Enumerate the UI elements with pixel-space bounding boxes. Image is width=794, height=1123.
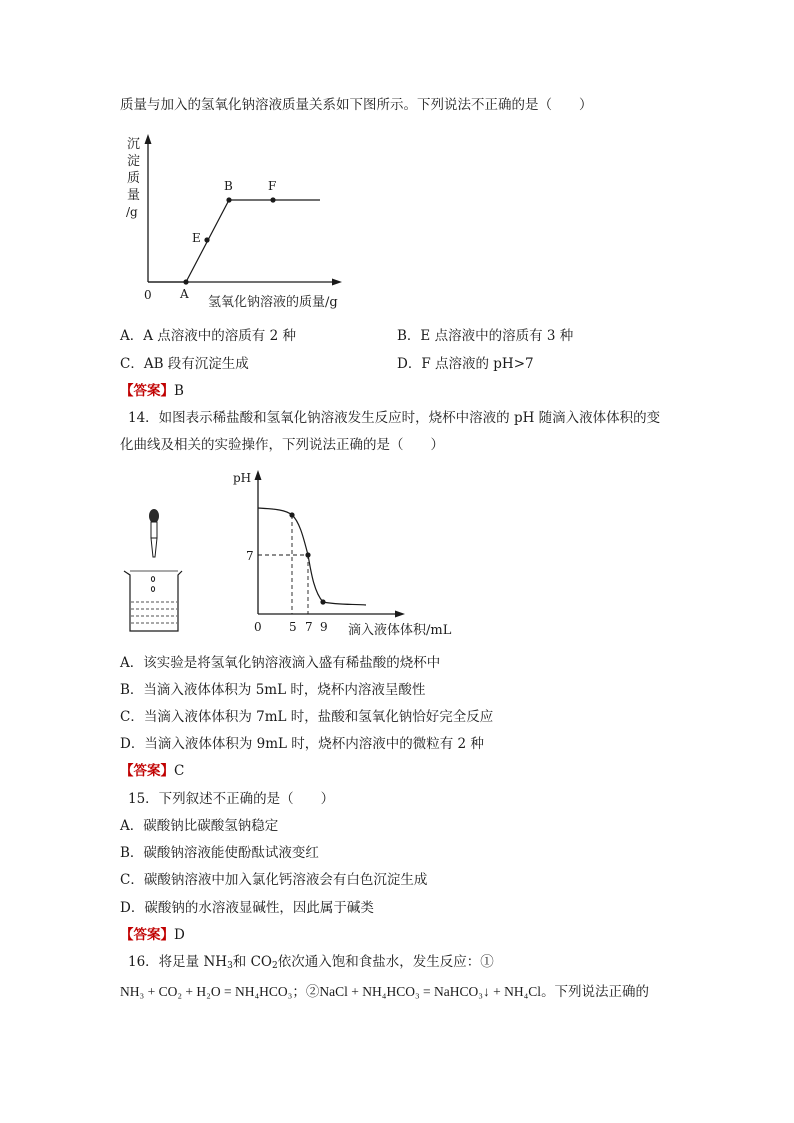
y-label-char-1: 沉	[127, 137, 141, 152]
origin-label: 0	[144, 288, 152, 302]
q13-option-a: A．A 点溶液中的溶质有 2 种	[120, 328, 296, 344]
q16-sub-3: 3	[227, 961, 233, 971]
y-label-char-5: /g	[126, 205, 138, 219]
q16-sub-2: 2	[272, 961, 278, 971]
x-tick-7: 7	[305, 620, 313, 634]
point-9ml	[320, 599, 325, 604]
q13-option-b: B．E 点溶液中的溶质有 3 种	[397, 328, 574, 344]
label-b: B	[224, 179, 233, 193]
point-b	[226, 197, 231, 202]
x-tick-9: 9	[320, 620, 328, 634]
q14-stem-line-2: 化曲线及相关的实验操作，下列说法正确的是（ ）	[120, 437, 444, 453]
x-tick-5: 5	[289, 620, 297, 634]
q15-stem: 15．下列叙述不正确的是（ ）	[128, 791, 335, 807]
answer-label: 【答案】	[120, 383, 174, 399]
q14-option-a: A．该实验是将氢氧化钠溶液滴入盛有稀盐酸的烧杯中	[120, 655, 441, 671]
equation-2: NaCl + NH₄HCO₃ = NaHCO₃↓ + NH₄Cl	[319, 984, 542, 999]
q16-stem-part-1: 16．将足量 NH	[128, 954, 228, 970]
origin-label: 0	[254, 620, 262, 634]
q15-option-a: A．碳酸钠比碳酸氢钠稳定	[120, 818, 279, 834]
answer-value: C	[174, 763, 185, 779]
q15-option-c: C．碳酸钠溶液中加入氯化钙溶液会有白色沉淀生成	[120, 872, 428, 888]
dropper-icon	[149, 509, 159, 557]
q16-stem	[128, 953, 494, 975]
equation-1: NH₃ + CO₂ + H₂O = NH₄HCO₃	[120, 984, 293, 999]
intro-text: 质量与加入的氢氧化钠溶液质量关系如下图所示。下列说法不正确的是（ ）	[120, 97, 593, 113]
label-f: F	[268, 179, 277, 193]
q15-option-b: B．碳酸钠溶液能使酚酞试液变红	[120, 845, 319, 861]
q14-answer	[120, 762, 184, 780]
q14-option-c: C．当滴入液体体积为 7mL 时，盐酸和氢氧化钠恰好完全反应	[120, 709, 494, 725]
q16-stem-part-2: 和 CO	[232, 954, 272, 970]
q13-answer	[120, 382, 184, 400]
label-e: E	[192, 231, 201, 245]
answer-value: B	[174, 383, 184, 399]
q13-option-d: D．F 点溶液的 pH>7	[397, 356, 534, 372]
y-label-char-2: 淀	[127, 154, 141, 169]
answer-label: 【答案】	[120, 927, 174, 943]
beaker-icon	[124, 571, 182, 631]
y-axis-arrow	[255, 470, 262, 480]
q16-stem-part-3: 依次通入饱和食盐水，发生反应：①	[277, 954, 494, 970]
q15-option-d: D．碳酸钠的水溶液显碱性，因此属于碱类	[120, 900, 374, 916]
dropper-beaker-illustration	[118, 505, 198, 645]
point-a	[183, 279, 188, 284]
x-axis-arrow	[332, 279, 342, 286]
q14-option-d: D．当滴入液体体积为 9mL 时，烧杯内溶液中的微粒有 2 种	[120, 736, 484, 752]
q16-tail: 。下列说法正确的	[541, 984, 650, 999]
point-5ml	[289, 512, 294, 517]
ph-chart	[228, 462, 468, 642]
x-axis-arrow	[395, 611, 405, 618]
y-tick-7: 7	[246, 549, 254, 563]
q16-equations	[120, 983, 649, 1001]
x-axis-label: 滴入液体体积/mL	[348, 623, 452, 638]
q13-option-c: C．AB 段有沉淀生成	[120, 356, 249, 372]
answer-label: 【答案】	[120, 763, 174, 779]
precipitate-chart	[115, 130, 375, 320]
answer-value: D	[174, 927, 185, 943]
y-axis-arrow	[145, 134, 152, 144]
q14-stem-line-1: 14．如图表示稀盐酸和氢氧化钠溶液发生反应时，烧杯中溶液的 pH 随滴入液体体积的变	[128, 410, 661, 426]
point-f	[270, 197, 275, 202]
q15-answer	[120, 926, 185, 944]
ph-curve	[258, 508, 366, 605]
point-e	[204, 237, 209, 242]
y-label-char-3: 质	[127, 171, 141, 186]
y-axis-label: pH	[233, 471, 252, 485]
y-label-char-4: 量	[127, 188, 141, 203]
point-7ml	[305, 552, 310, 557]
equation-separator: ；②	[292, 984, 320, 999]
x-axis-label: 氢氧化钠溶液的质量/g	[208, 295, 338, 310]
precipitate-curve	[148, 200, 320, 282]
label-a: A	[180, 287, 189, 301]
q14-option-b: B．当滴入液体体积为 5mL 时，烧杯内溶液呈酸性	[120, 682, 426, 698]
